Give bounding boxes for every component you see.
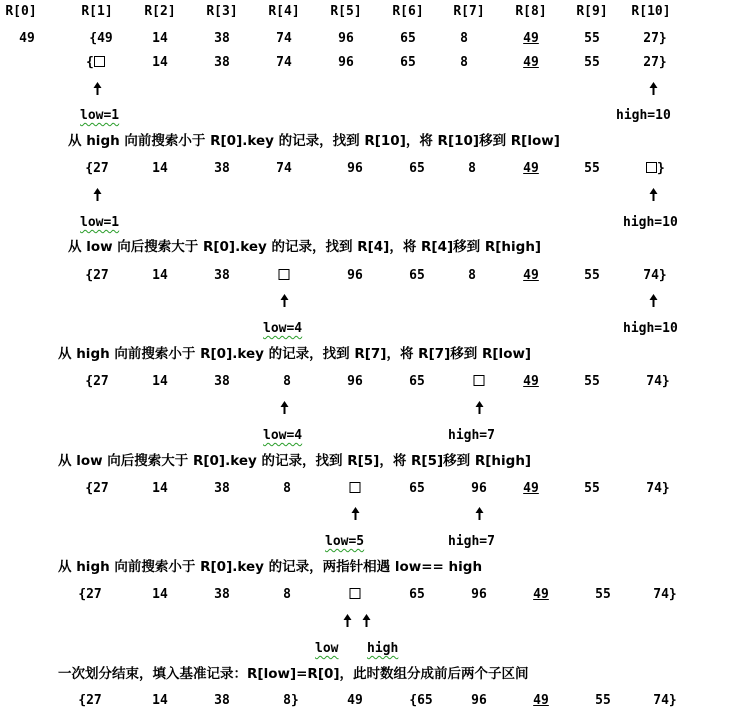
- row0-cell: 65: [400, 31, 416, 46]
- high-pointer: high=7: [448, 428, 495, 443]
- row6-cell: 65: [409, 587, 425, 602]
- low-pointer: low: [315, 641, 339, 656]
- row0-cell: 74: [276, 31, 292, 46]
- row1-cell: 74: [276, 55, 292, 70]
- row0-cell: {49: [89, 31, 113, 46]
- low-pointer: low=5: [325, 534, 365, 549]
- row1-cell: 8: [460, 55, 468, 70]
- header-r9: R[9]: [576, 4, 608, 19]
- row3-cell: 74}: [643, 268, 667, 283]
- row7-cell: 38: [214, 693, 230, 708]
- row0-cell: 96: [338, 31, 354, 46]
- empty-slot: [279, 269, 290, 280]
- empty-slot: [350, 482, 361, 493]
- row7-cell: 55: [595, 693, 611, 708]
- row6-cell: {27: [78, 587, 102, 602]
- header-r6: R[6]: [392, 4, 424, 19]
- header-r3: R[3]: [206, 4, 238, 19]
- row1-cell: 55: [584, 55, 600, 70]
- row5-cell: 14: [152, 481, 168, 496]
- row6-empty-cell: [350, 587, 361, 603]
- header-r7: R[7]: [453, 4, 485, 19]
- high-pointer: high=10: [623, 321, 678, 336]
- row7-cell: 14: [152, 693, 168, 708]
- row5-cell: 96: [471, 481, 487, 496]
- row0-cell: 27}: [643, 31, 667, 46]
- header-r10: R[10]: [631, 4, 671, 19]
- row1-cell: 14: [152, 55, 168, 70]
- row4-cell: 38: [214, 374, 230, 389]
- row5-cell: 55: [584, 481, 600, 496]
- empty-slot: [646, 162, 657, 173]
- row5-empty-cell: [350, 481, 361, 497]
- row6-cell: 55: [595, 587, 611, 602]
- low-pointer: low=4: [263, 321, 303, 336]
- row2-cell: 14: [152, 161, 168, 176]
- row4-cell: 74}: [646, 374, 670, 389]
- step-description: 从 high 向前搜索小于 R[0].key 的记录，找到 R[7]，将 R[7]移到 R[low]: [58, 346, 532, 362]
- row0-cell: 38: [214, 31, 230, 46]
- low-pointer: low=1: [80, 215, 120, 230]
- row7-cell: 96: [471, 693, 487, 708]
- step-description: 从 low 向后搜索大于 R[0].key 的记录，找到 R[5]，将 R[5]移到 R[high]: [58, 453, 532, 469]
- row3-cell: 14: [152, 268, 168, 283]
- row2-cell: 55: [584, 161, 600, 176]
- pivot-value: 49: [523, 481, 539, 496]
- pivot-value: 49: [523, 161, 539, 176]
- empty-slot: [474, 375, 485, 386]
- row7-pivot: 49: [347, 693, 363, 708]
- empty-slot: [350, 588, 361, 599]
- row3-cell: 65: [409, 268, 425, 283]
- header-r5: R[5]: [330, 4, 362, 19]
- row1-cell: 65: [400, 55, 416, 70]
- row3-cell: 38: [214, 268, 230, 283]
- row6-cell: 38: [214, 587, 230, 602]
- row2-cell: 96: [347, 161, 363, 176]
- pivot-value: 49: [523, 31, 539, 46]
- row0-cell: 8: [460, 31, 468, 46]
- row6-cell: 14: [152, 587, 168, 602]
- row4-cell: 55: [584, 374, 600, 389]
- row3-cell: 55: [584, 268, 600, 283]
- pivot-value: 49: [523, 268, 539, 283]
- step-description: 从 low 向后搜索大于 R[0].key 的记录，找到 R[4]，将 R[4]移到 R[high]: [68, 239, 542, 255]
- row7-cell: 8}: [283, 693, 299, 708]
- header-r4: R[4]: [268, 4, 300, 19]
- row4-cell: 65: [409, 374, 425, 389]
- row1-cell: 38: [214, 55, 230, 70]
- row1-cell: 96: [338, 55, 354, 70]
- low-pointer: low=4: [263, 428, 303, 443]
- row6-cell: 96: [471, 587, 487, 602]
- pivot-value: 49: [533, 587, 549, 602]
- low-pointer: low=1: [80, 108, 120, 123]
- row2-empty-cell: }: [646, 161, 665, 177]
- high-pointer: high=10: [623, 215, 678, 230]
- row3-cell: {27: [85, 268, 109, 283]
- header-r8: R[8]: [515, 4, 547, 19]
- row0-cell: 49: [19, 31, 35, 46]
- header-r2: R[2]: [144, 4, 176, 19]
- row2-cell: 38: [214, 161, 230, 176]
- row0-cell: 55: [584, 31, 600, 46]
- row2-cell: 65: [409, 161, 425, 176]
- pivot-value: 49: [523, 374, 539, 389]
- row4-cell: 96: [347, 374, 363, 389]
- row0-cell: 14: [152, 31, 168, 46]
- header-r1: R[1]: [81, 4, 113, 19]
- row3-cell: 8: [468, 268, 476, 283]
- row5-cell: 38: [214, 481, 230, 496]
- pivot-value: 49: [533, 693, 549, 708]
- high-pointer: high=10: [616, 108, 671, 123]
- row7-cell: 74}: [653, 693, 677, 708]
- row2-cell: 74: [276, 161, 292, 176]
- step-description: 从 high 向前搜索小于 R[0].key 的记录，找到 R[10]，将 R[10]移到 R[low]: [68, 133, 560, 149]
- row5-cell: 8: [283, 481, 291, 496]
- row7-cell: {27: [78, 693, 102, 708]
- empty-slot: [94, 56, 105, 67]
- header-r0: R[0]: [5, 4, 37, 19]
- step-description: 一次划分结束，填入基准记录：R[low]=R[0]，此时数组分成前后两个子区间: [58, 666, 529, 682]
- row4-empty-cell: [474, 374, 485, 390]
- row1-brace: {: [86, 55, 105, 71]
- row6-cell: 74}: [653, 587, 677, 602]
- row2-cell: 8: [468, 161, 476, 176]
- row4-cell: 8: [283, 374, 291, 389]
- row1-cell: 27}: [643, 55, 667, 70]
- step-description: 从 high 向前搜索小于 R[0].key 的记录，两指针相遇 low== high: [58, 559, 483, 575]
- row4-cell: 14: [152, 374, 168, 389]
- row5-cell: {27: [85, 481, 109, 496]
- high-pointer: high=7: [448, 534, 495, 549]
- row7-cell: {65: [409, 693, 433, 708]
- row6-cell: 8: [283, 587, 291, 602]
- row2-cell: {27: [85, 161, 109, 176]
- row3-cell: 96: [347, 268, 363, 283]
- pivot-value: 49: [523, 55, 539, 70]
- row5-cell: 74}: [646, 481, 670, 496]
- row3-empty-cell: [279, 268, 290, 284]
- row5-cell: 65: [409, 481, 425, 496]
- row4-cell: {27: [85, 374, 109, 389]
- high-pointer: high: [367, 641, 399, 656]
